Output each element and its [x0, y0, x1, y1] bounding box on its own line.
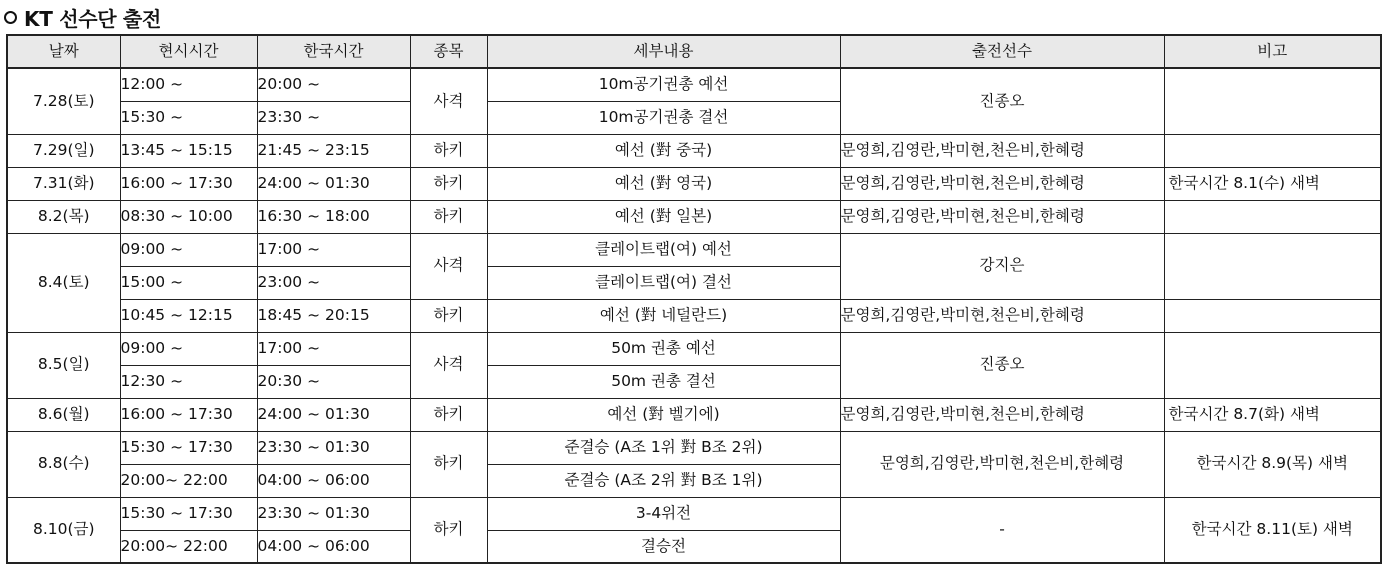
- detail-cell: 클레이트랩(여) 예선: [487, 233, 840, 266]
- detail-cell: 10m공기권총 결선: [487, 101, 840, 134]
- date-cell: 8.8(수): [7, 431, 120, 497]
- korea-time-cell: 04:00 ~ 06:00: [257, 464, 410, 497]
- detail-cell: 결승전: [487, 530, 840, 563]
- table-row: [7, 233, 1381, 266]
- sport-cell: 하키: [410, 431, 487, 497]
- detail-cell: 50m 권총 예선: [487, 332, 840, 365]
- players-cell: 문영희,김영란,박미현,천은비,한혜령: [840, 299, 1164, 332]
- local-time-cell: 15:30 ~ 17:30: [120, 431, 257, 464]
- date-cell: 8.10(금): [7, 497, 120, 563]
- detail-cell: 클레이트랩(여) 결선: [487, 266, 840, 299]
- korea-time-cell: 24:00 ~ 01:30: [257, 398, 410, 431]
- detail-cell: 준결승 (A조 1위 對 B조 2위): [487, 431, 840, 464]
- header-local-time: 현시시간: [120, 35, 257, 68]
- detail-cell: 예선 (對 영국): [487, 167, 840, 200]
- korea-time-cell: 16:30 ~ 18:00: [257, 200, 410, 233]
- players-cell: 문영희,김영란,박미현,천은비,한혜령: [840, 398, 1164, 431]
- table-row: [7, 200, 1381, 233]
- local-time-cell: 20:00~ 22:00: [120, 530, 257, 563]
- note-cell: 한국시간 8.9(목) 새벽: [1164, 431, 1381, 497]
- date-cell: 7.29(일): [7, 134, 120, 167]
- detail-cell: 예선 (對 네덜란드): [487, 299, 840, 332]
- header-date: 날짜: [7, 35, 120, 68]
- korea-time-cell: 24:00 ~ 01:30: [257, 167, 410, 200]
- local-time-cell: 16:00 ~ 17:30: [120, 167, 257, 200]
- local-time-cell: 08:30 ~ 10:00: [120, 200, 257, 233]
- note-cell: [1164, 68, 1381, 134]
- table-row: [7, 134, 1381, 167]
- detail-cell: 10m공기권총 예선: [487, 68, 840, 101]
- local-time-cell: 15:30 ~ 17:30: [120, 497, 257, 530]
- detail-cell: 50m 권총 결선: [487, 365, 840, 398]
- korea-time-cell: 23:30 ~ 01:30: [257, 431, 410, 464]
- players-cell: 문영희,김영란,박미현,천은비,한혜령: [840, 134, 1164, 167]
- sport-cell: 하키: [410, 167, 487, 200]
- korea-time-cell: 20:30 ~: [257, 365, 410, 398]
- sport-cell: 사격: [410, 68, 487, 134]
- sport-cell: 하키: [410, 299, 487, 332]
- note-cell: [1164, 200, 1381, 233]
- korea-time-cell: 17:00 ~: [257, 332, 410, 365]
- header-sport: 종목: [410, 35, 487, 68]
- korea-time-cell: 17:00 ~: [257, 233, 410, 266]
- table-row: [7, 68, 1381, 101]
- local-time-cell: 20:00~ 22:00: [120, 464, 257, 497]
- header-note: 비고: [1164, 35, 1381, 68]
- note-cell: [1164, 299, 1381, 332]
- note-cell: [1164, 332, 1381, 398]
- table-row: [7, 497, 1381, 530]
- players-cell: 진종오: [840, 68, 1164, 134]
- date-cell: 8.6(월): [7, 398, 120, 431]
- korea-time-cell: 23:30 ~ 01:30: [257, 497, 410, 530]
- local-time-cell: 15:30 ~: [120, 101, 257, 134]
- date-cell: 8.2(목): [7, 200, 120, 233]
- table-row: [7, 398, 1381, 431]
- header-korea-time: 한국시간: [257, 35, 410, 68]
- local-time-cell: 12:00 ~: [120, 68, 257, 101]
- sport-cell: 하키: [410, 200, 487, 233]
- players-cell: 강지은: [840, 233, 1164, 299]
- players-cell: -: [840, 497, 1164, 563]
- page-title: [4, 2, 161, 32]
- sport-cell: 사격: [410, 233, 487, 299]
- players-cell: 문영희,김영란,박미현,천은비,한혜령: [840, 167, 1164, 200]
- note-cell: 한국시간 8.1(수) 새벽: [1164, 167, 1381, 200]
- detail-cell: 예선 (對 벨기에): [487, 398, 840, 431]
- local-time-cell: 16:00 ~ 17:30: [120, 398, 257, 431]
- note-cell: 한국시간 8.11(토) 새벽: [1164, 497, 1381, 563]
- players-cell: 문영희,김영란,박미현,천은비,한혜령: [840, 431, 1164, 497]
- local-time-cell: 10:45 ~ 12:15: [120, 299, 257, 332]
- korea-time-cell: 21:45 ~ 23:15: [257, 134, 410, 167]
- detail-cell: 준결승 (A조 2위 對 B조 1위): [487, 464, 840, 497]
- detail-cell: 예선 (對 중국): [487, 134, 840, 167]
- sport-cell: 하키: [410, 497, 487, 563]
- korea-time-cell: 18:45 ~ 20:15: [257, 299, 410, 332]
- local-time-cell: 09:00 ~: [120, 233, 257, 266]
- note-cell: [1164, 134, 1381, 167]
- table-row: [7, 299, 1381, 332]
- sport-cell: 하키: [410, 134, 487, 167]
- korea-time-cell: 20:00 ~: [257, 68, 410, 101]
- date-cell: 7.31(화): [7, 167, 120, 200]
- header-players: 출전선수: [840, 35, 1164, 68]
- korea-time-cell: 04:00 ~ 06:00: [257, 530, 410, 563]
- sport-cell: 사격: [410, 332, 487, 398]
- detail-cell: 예선 (對 일본): [487, 200, 840, 233]
- korea-time-cell: 23:30 ~: [257, 101, 410, 134]
- sport-cell: 하키: [410, 398, 487, 431]
- header-row: [7, 35, 1381, 68]
- local-time-cell: 09:00 ~: [120, 332, 257, 365]
- schedule-table: [6, 34, 1382, 564]
- detail-cell: 3-4위전: [487, 497, 840, 530]
- date-cell: 7.28(토): [7, 68, 120, 134]
- table-row: [7, 332, 1381, 365]
- local-time-cell: 15:00 ~: [120, 266, 257, 299]
- page-title-text: KT 선수단 출전: [24, 6, 161, 31]
- note-cell: 한국시간 8.7(화) 새벽: [1164, 398, 1381, 431]
- header-detail: 세부내용: [487, 35, 840, 68]
- korea-time-cell: 23:00 ~: [257, 266, 410, 299]
- date-cell: 8.5(일): [7, 332, 120, 398]
- players-cell: 진종오: [840, 332, 1164, 398]
- circle-bullet-icon: [4, 11, 17, 24]
- players-cell: 문영희,김영란,박미현,천은비,한혜령: [840, 200, 1164, 233]
- note-cell: [1164, 233, 1381, 299]
- date-cell: 8.4(토): [7, 233, 120, 332]
- table-row: [7, 431, 1381, 464]
- local-time-cell: 12:30 ~: [120, 365, 257, 398]
- local-time-cell: 13:45 ~ 15:15: [120, 134, 257, 167]
- table-row: [7, 167, 1381, 200]
